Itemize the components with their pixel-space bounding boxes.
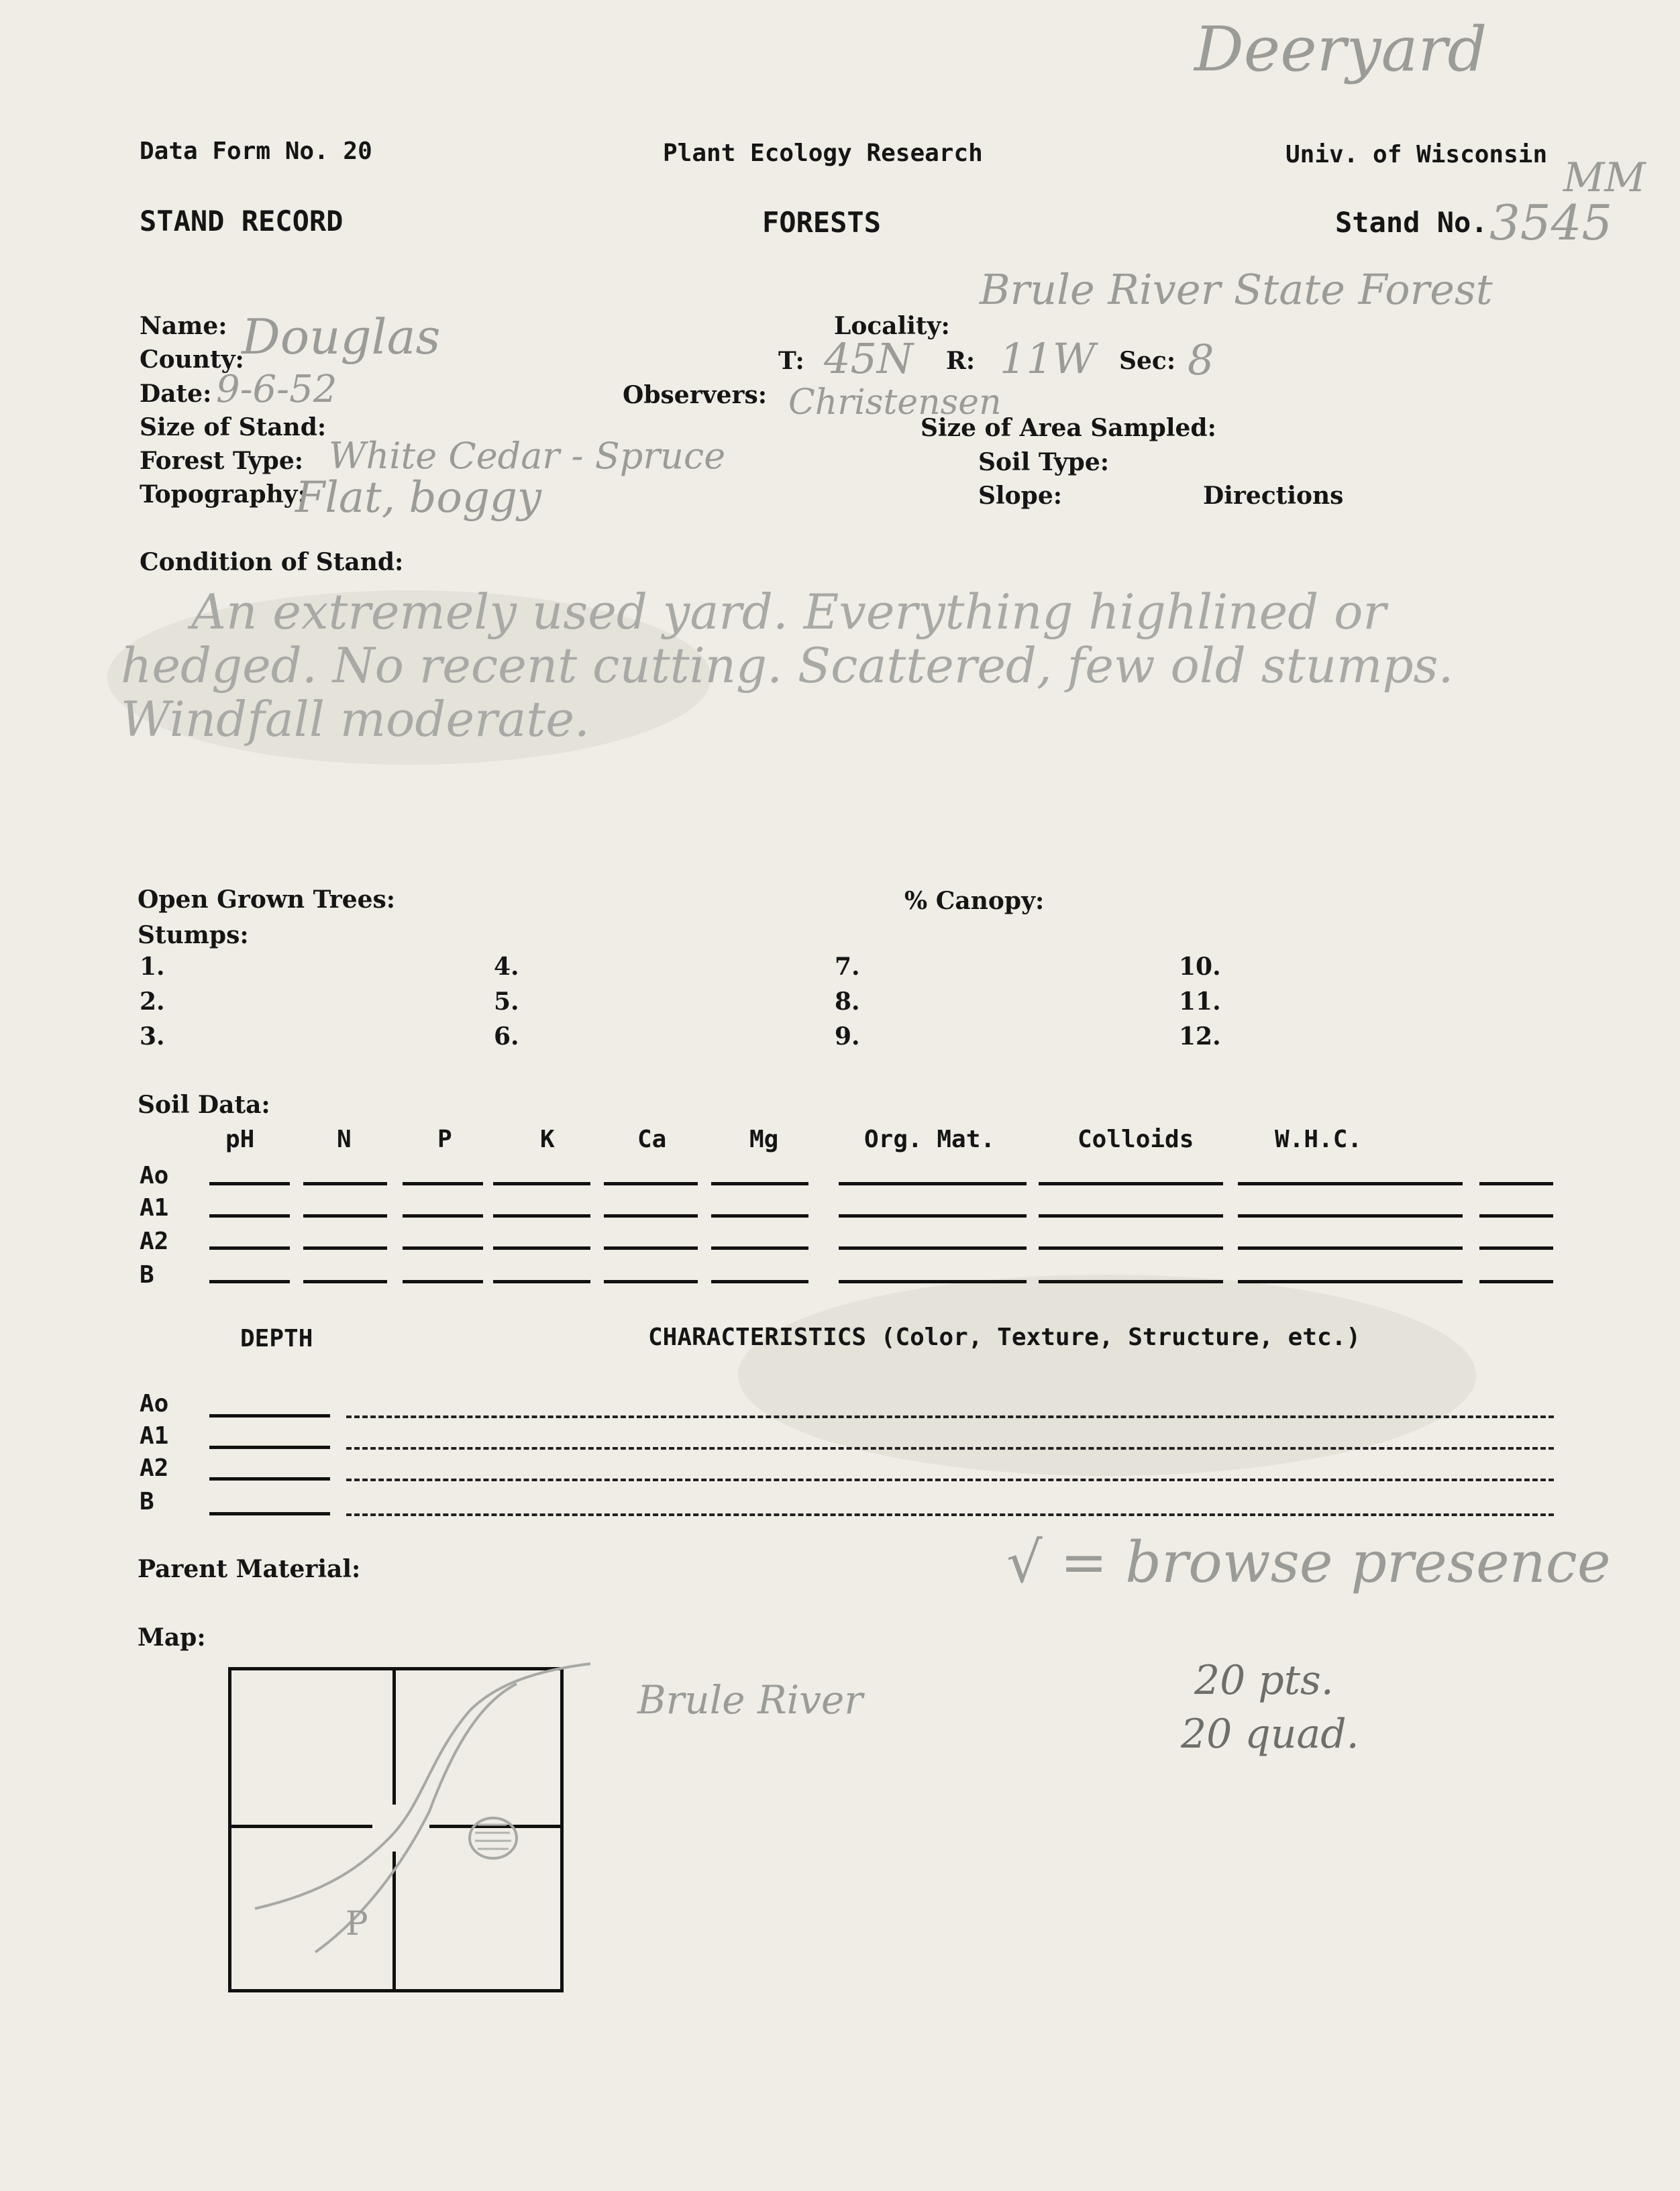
soil-blank-line: [403, 1280, 483, 1283]
soil-blank-line: [839, 1280, 1027, 1283]
label-county: County:: [140, 345, 244, 374]
soil-blank-line: [303, 1280, 387, 1283]
soil-blank-line: [209, 1246, 290, 1250]
soil-blank-line: [209, 1214, 290, 1218]
value-forest-type: White Cedar - Spruce: [329, 435, 726, 477]
soil-blank-line: [209, 1182, 290, 1185]
label-topography: Topography:: [140, 480, 307, 509]
depth-line: [209, 1512, 330, 1515]
label-r: R:: [946, 347, 976, 375]
soil-col-org-mat: Org. Mat.: [864, 1126, 996, 1153]
stump-number: 9.: [835, 1022, 860, 1051]
condition-line-3: Windfall moderate.: [121, 691, 590, 747]
soil-blank-line: [839, 1182, 1027, 1185]
value-observers: Christensen: [788, 382, 1002, 423]
soil-col-ca: Ca: [637, 1126, 667, 1153]
soil-row-a1: A1: [140, 1194, 169, 1222]
river-line: [255, 1664, 590, 1909]
soil-col-n: N: [337, 1126, 352, 1153]
stump-number: 11.: [1179, 987, 1221, 1016]
soil-blank-line: [1039, 1246, 1223, 1250]
paper-stain: [738, 1275, 1476, 1476]
soil-blank-line: [1479, 1182, 1553, 1185]
characteristics-line: [346, 1513, 1554, 1516]
browse-note: √ = browse presence: [1006, 1530, 1611, 1595]
handwritten-title: Deeryard: [1194, 13, 1487, 85]
label-name: Name:: [140, 312, 227, 340]
label-parent-material: Parent Material:: [138, 1555, 361, 1583]
stump-number: 7.: [835, 953, 860, 981]
label-map: Map:: [138, 1623, 206, 1652]
characteristics-line: [346, 1479, 1554, 1481]
form-number: Data Form No. 20: [140, 138, 372, 165]
soil-row-a2: A2: [140, 1228, 169, 1255]
soil-blank-line: [403, 1246, 483, 1250]
soil-blank-line: [493, 1280, 590, 1283]
pond-hatching: [475, 1825, 511, 1849]
soil-col-p: P: [437, 1126, 452, 1153]
label-forest-type: Forest Type:: [140, 447, 304, 475]
stump-number: 4.: [494, 953, 519, 981]
soil-blank-line: [839, 1246, 1027, 1250]
soil-row-b: B: [140, 1261, 154, 1289]
depth-row-ao: Ao: [140, 1390, 169, 1418]
label-size-of-stand: Size of Stand:: [140, 413, 327, 441]
soil-col-whc: W.H.C.: [1275, 1126, 1363, 1153]
label-depth: DEPTH: [240, 1325, 313, 1352]
soil-col-mg: Mg: [749, 1126, 779, 1153]
stump-number: 5.: [494, 987, 519, 1016]
soil-blank-line: [711, 1182, 808, 1185]
soil-blank-line: [604, 1280, 698, 1283]
soil-blank-line: [403, 1182, 483, 1185]
soil-blank-line: [303, 1246, 387, 1250]
soil-blank-line: [403, 1214, 483, 1218]
label-locality: Locality:: [834, 312, 950, 340]
stump-number: 12.: [1179, 1022, 1221, 1051]
depth-line: [209, 1414, 330, 1418]
depth-line: [209, 1477, 330, 1481]
depth-row-a1: A1: [140, 1422, 169, 1450]
depth-line: [209, 1446, 330, 1449]
label-sec: Sec:: [1119, 347, 1176, 375]
label-soil-type: Soil Type:: [978, 448, 1110, 476]
record-type: STAND RECORD: [140, 205, 344, 237]
stand-no-label: Stand No.: [1335, 206, 1488, 239]
value-section: 8: [1188, 335, 1214, 384]
label-directions: Directions: [1203, 482, 1344, 510]
soil-blank-line: [1389, 1280, 1463, 1283]
depth-row-b: B: [140, 1488, 154, 1515]
soil-blank-line: [1479, 1246, 1553, 1250]
condition-line-2: hedged. No recent cutting. Scattered, few old stumps.: [121, 637, 1454, 694]
soil-blank-line: [1389, 1214, 1463, 1218]
map-p-label: P: [346, 1904, 368, 1943]
value-locality: Brule River State Forest: [980, 265, 1493, 314]
soil-blank-line: [493, 1246, 590, 1250]
stand-number: 3545: [1489, 195, 1613, 251]
label-characteristics: CHARACTERISTICS (Color, Texture, Structure, etc.): [648, 1324, 1361, 1351]
depth-row-a2: A2: [140, 1454, 169, 1482]
value-county: Douglas: [242, 309, 441, 365]
value-topography: Flat, boggy: [295, 473, 542, 523]
soil-blank-line: [303, 1214, 387, 1218]
label-observers: Observers:: [623, 381, 768, 409]
soil-blank-line: [711, 1280, 808, 1283]
department: Plant Ecology Research: [663, 140, 983, 167]
characteristics-line: [346, 1447, 1554, 1450]
soil-blank-line: [1479, 1214, 1553, 1218]
label-canopy: % Canopy:: [904, 887, 1045, 915]
stump-number: 3.: [140, 1022, 165, 1051]
condition-line-1: An extremely used yard. Everything highlined or: [191, 584, 1386, 640]
soil-blank-line: [1389, 1246, 1463, 1250]
label-stumps: Stumps:: [138, 921, 249, 949]
handwritten-initials: MM: [1563, 154, 1646, 201]
soil-blank-line: [493, 1182, 590, 1185]
soil-blank-line: [1039, 1214, 1223, 1218]
category: FORESTS: [762, 206, 882, 239]
soil-blank-line: [711, 1214, 808, 1218]
stump-number: 8.: [835, 987, 860, 1016]
soil-col-colloids: Colloids: [1078, 1126, 1194, 1153]
soil-col-k: K: [540, 1126, 555, 1153]
stump-number: 1.: [140, 953, 165, 981]
value-date: 9-6-52: [216, 368, 337, 411]
label-soil-data: Soil Data:: [138, 1091, 270, 1119]
label-date: Date:: [140, 380, 212, 408]
label-condition: Condition of Stand:: [140, 548, 404, 576]
soil-blank-line: [1039, 1182, 1223, 1185]
label-slope: Slope:: [978, 482, 1063, 510]
label-open-grown-trees: Open Grown Trees:: [138, 886, 396, 914]
value-township: 45N: [824, 334, 914, 383]
soil-blank-line: [604, 1182, 698, 1185]
soil-blank-line: [209, 1280, 290, 1283]
university: Univ. of Wisconsin: [1285, 141, 1548, 168]
soil-blank-line: [493, 1214, 590, 1218]
stump-number: 10.: [1179, 953, 1221, 981]
map-river-label: Brule River: [637, 1677, 863, 1723]
label-size-of-area: Size of Area Sampled:: [921, 414, 1216, 442]
stump-number: 2.: [140, 987, 165, 1016]
stump-number: 6.: [494, 1022, 519, 1051]
soil-blank-line: [711, 1246, 808, 1250]
characteristics-line: [346, 1415, 1554, 1418]
soil-row-ao: Ao: [140, 1162, 169, 1189]
soil-blank-line: [604, 1214, 698, 1218]
soil-blank-line: [1389, 1182, 1463, 1185]
soil-blank-line: [303, 1182, 387, 1185]
value-range: 11W: [1000, 334, 1096, 383]
soil-blank-line: [1039, 1280, 1223, 1283]
soil-blank-line: [604, 1246, 698, 1250]
label-t: T:: [778, 347, 804, 375]
soil-blank-line: [839, 1214, 1027, 1218]
points-note: 20 pts.: [1194, 1657, 1334, 1704]
soil-blank-line: [1479, 1280, 1553, 1283]
quads-note: 20 quad.: [1181, 1711, 1359, 1758]
soil-col-ph: pH: [225, 1126, 255, 1153]
